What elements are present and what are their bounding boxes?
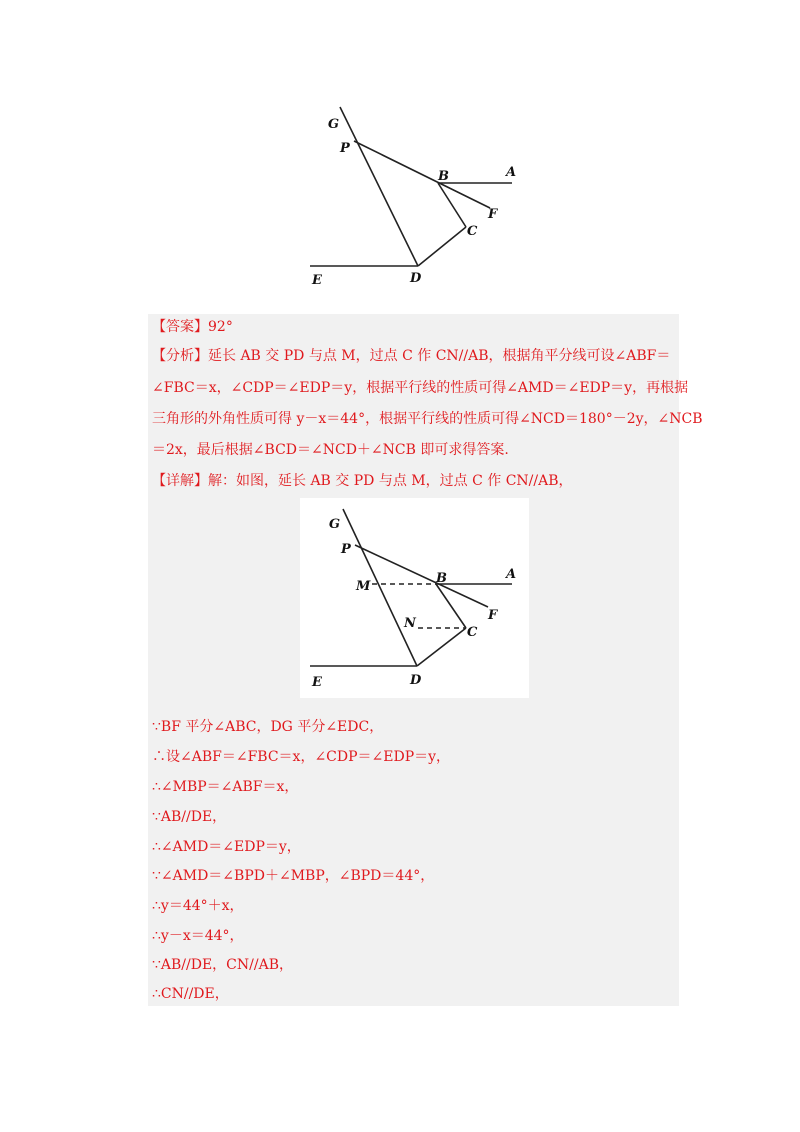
label-g: G xyxy=(328,117,340,132)
step-3: ∴∠MBP＝∠ABF＝x， xyxy=(152,779,299,795)
label-m: M xyxy=(356,579,371,594)
label-e: E xyxy=(312,273,322,288)
analysis-line-2: ∠FBC＝x，∠CDP＝∠EDP＝y，根据平行线的性质可得∠AMD＝∠EDP＝y，再根据 xyxy=(152,380,689,396)
label-p: P xyxy=(340,141,350,156)
label-f: F xyxy=(488,608,498,623)
line-gd xyxy=(343,509,417,666)
step-9: ∵AB//DE，CN//AB， xyxy=(152,957,293,973)
label-b: B xyxy=(438,169,449,184)
geometry-figure-1 xyxy=(300,100,540,300)
label-a: A xyxy=(506,567,517,582)
step-7: ∴y＝44°＋x， xyxy=(152,898,244,914)
step-5: ∴∠AMD＝∠EDP＝y， xyxy=(152,839,301,855)
figure-2-svg xyxy=(300,498,529,698)
label-d: D xyxy=(410,673,422,688)
analysis-line-3: 三角形的外角性质可得 y－x＝44°，根据平行线的性质可得∠NCD＝180°－2y，∠NCB xyxy=(152,411,703,427)
answer-line: 【答案】92° xyxy=(152,319,233,335)
line-cd xyxy=(418,227,466,266)
label-p: P xyxy=(341,542,351,557)
label-n: N xyxy=(404,616,416,631)
step-8: ∴y－x＝44°， xyxy=(152,928,244,944)
line-cd xyxy=(417,628,466,666)
analysis-line-4: ＝2x，最后根据∠BCD＝∠NCD＋∠NCB 即可求得答案. xyxy=(152,442,509,458)
label-g: G xyxy=(329,517,341,532)
line-gd xyxy=(340,107,418,266)
analysis-line-1: 【分析】延长 AB 交 PD 与点 M，过点 C 作 CN//AB，根据角平分线可设∠ABF＝ xyxy=(152,348,671,364)
label-a: A xyxy=(506,165,517,180)
step-6: ∵∠AMD＝∠BPD＋∠MBP，∠BPD＝44°， xyxy=(152,868,435,884)
step-4: ∵AB//DE， xyxy=(152,809,227,825)
label-d: D xyxy=(410,271,422,286)
label-b: B xyxy=(436,571,447,586)
label-c: C xyxy=(467,224,478,239)
step-1: ∵BF 平分∠ABC，DG 平分∠EDC， xyxy=(152,719,384,735)
figure-1-svg xyxy=(300,100,540,300)
label-c: C xyxy=(467,625,478,640)
label-f: F xyxy=(488,207,498,222)
step-10: ∴CN//DE， xyxy=(152,986,229,1002)
step-2: ∴设∠ABF＝∠FBC＝x，∠CDP＝∠EDP＝y， xyxy=(152,749,451,765)
geometry-figure-2 xyxy=(300,498,529,698)
detail-intro: 【详解】解：如图，延长 AB 交 PD 与点 M，过点 C 作 CN//AB， xyxy=(152,473,573,489)
line-pf xyxy=(354,141,490,208)
label-e: E xyxy=(312,675,322,690)
